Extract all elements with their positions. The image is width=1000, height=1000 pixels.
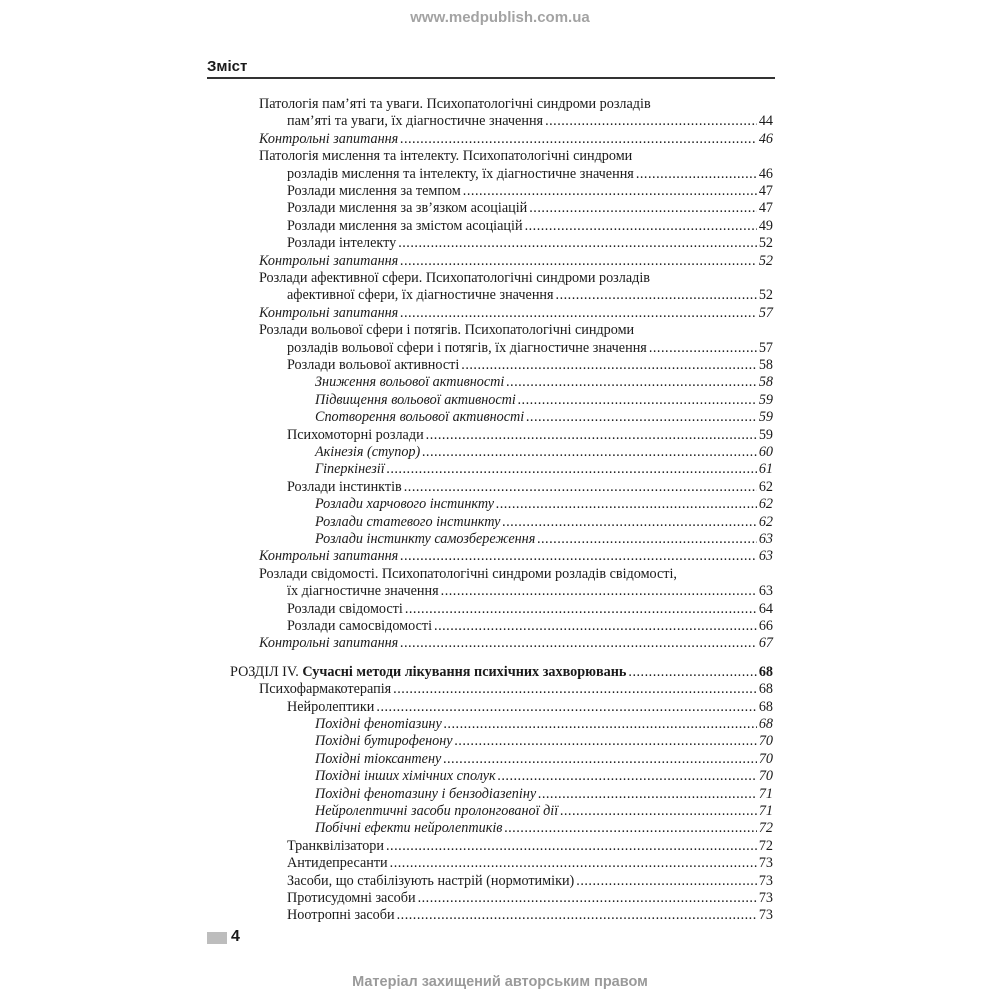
- toc-entry: [315, 444, 773, 461]
- toc-page-number: 47: [758, 200, 773, 217]
- toc-entry-title: Контрольні запитання: [259, 635, 399, 652]
- toc-page-number: 64: [758, 600, 773, 617]
- toc-page-number: 57: [758, 339, 773, 356]
- toc-entry: [287, 907, 773, 924]
- toc-dot-leader: [405, 601, 757, 618]
- toc-entry: [315, 716, 773, 733]
- toc-entry: [230, 664, 773, 681]
- toc-entry: [287, 200, 773, 217]
- toc-entry-title: Зниження вольової активності: [315, 374, 505, 391]
- toc-section-label: РОЗДІЛ IV.: [230, 663, 299, 680]
- toc-page-number: 71: [758, 803, 773, 819]
- toc-entry-title: Транквілізатори: [287, 837, 384, 854]
- toc-dot-leader: [397, 907, 757, 924]
- toc-page-number: 62: [758, 478, 773, 495]
- toc-entry: [259, 322, 773, 339]
- toc-dot-leader: [400, 635, 757, 652]
- toc-entry: [287, 357, 773, 374]
- toc-dot-leader: [506, 374, 756, 391]
- toc-dot-leader: [463, 183, 757, 200]
- toc-entry-title: Розлади інтелекту: [287, 235, 397, 252]
- toc-entry-title: їх діагностичне значення: [287, 583, 439, 600]
- copyright-notice: Матеріал захищений авторським правом: [352, 974, 648, 990]
- toc-dot-leader: [556, 287, 757, 304]
- toc-entry-title: Похідні фенотазину і бензодіазепіну: [315, 785, 537, 802]
- toc-dot-leader: [502, 514, 756, 531]
- toc-entry-title: Спотворення вольової активності: [315, 409, 525, 426]
- toc-entry-title: Акінезія (ступор): [315, 444, 421, 460]
- toc-page-number: 73: [758, 890, 773, 906]
- toc-dot-leader: [386, 838, 757, 855]
- toc-entry: [287, 166, 773, 183]
- toc-entry-title: Розлади афективної сфери. Психопатологічні синдроми розладів: [259, 270, 651, 286]
- toc-dot-leader: [498, 768, 757, 785]
- toc-dot-leader: [504, 820, 756, 837]
- toc-dot-leader: [529, 200, 757, 217]
- toc-entry: [287, 287, 773, 304]
- toc-entry: [315, 733, 773, 750]
- toc-page-number: 62: [758, 496, 773, 513]
- toc-entry-title: Контрольні запитання: [259, 304, 399, 321]
- toc-entry: [287, 183, 773, 200]
- toc-entry-title: Патологія пам’яті та уваги. Психопатологічні синдроми розладів: [259, 96, 651, 112]
- toc-dot-leader: [636, 166, 757, 183]
- toc-entry-title: Психомоторні розлади: [287, 426, 424, 443]
- toc-entry-title: Засоби, що стабілізують настрій (нормотиміки): [287, 872, 575, 889]
- toc-entry-title: Антидепресанти: [287, 855, 388, 872]
- toc-entry-title: Розлади інстинктів: [287, 478, 402, 495]
- toc-entry: [287, 218, 773, 235]
- toc-dot-leader: [537, 531, 756, 548]
- toc-entry-title: Контрольні запитання: [259, 252, 399, 269]
- page-number: 4: [231, 928, 240, 945]
- toc-page-number: 70: [758, 768, 773, 785]
- toc-entry-title: Розлади інстинкту самозбереження: [315, 531, 536, 547]
- toc-entry: [315, 514, 773, 531]
- toc-entry-title: пам’яті та уваги, їх діагностичне значення: [287, 113, 544, 130]
- toc-page-number: 49: [758, 217, 773, 234]
- toc-entry: [315, 786, 773, 803]
- toc-page-number: 73: [758, 855, 773, 872]
- toc-entry-title: розладів мислення та інтелекту, їх діагностичне значення: [287, 165, 634, 182]
- toc-entry: [259, 566, 773, 583]
- toc-dot-leader: [576, 873, 757, 890]
- toc-dot-leader: [461, 357, 757, 374]
- toc-dot-leader: [560, 803, 757, 820]
- toc-entry: [315, 374, 773, 391]
- toc-entry-title: Розлади мислення за темпом: [287, 183, 461, 199]
- toc-entry: [315, 409, 773, 426]
- toc-dot-leader: [418, 890, 757, 907]
- toc-dot-leader: [434, 618, 757, 635]
- toc-entry-title: Похідні інших хімічних сполук: [315, 768, 496, 785]
- toc-entry-title: Психофармакотерапія: [259, 681, 392, 698]
- toc-dot-leader: [628, 664, 756, 681]
- toc-dot-leader: [443, 751, 756, 768]
- toc-entry: [259, 253, 773, 270]
- toc-entry: [287, 340, 773, 357]
- toc-page-number: 61: [758, 461, 773, 478]
- toc-page-number: 68: [758, 681, 773, 698]
- toc-entry: [315, 461, 773, 478]
- toc-page-number: 47: [758, 183, 773, 199]
- toc-page-number: 72: [758, 837, 773, 854]
- toc-page-number: 63: [758, 548, 773, 565]
- toc-entry: [287, 479, 773, 496]
- toc-page-number: 58: [758, 374, 773, 391]
- toc-dot-leader: [400, 305, 757, 322]
- toc-entry-title: Побічні ефекти нейролептиків: [315, 820, 503, 837]
- toc-entry-title: Розлади свідомості: [287, 600, 403, 617]
- header-rule: [207, 77, 775, 79]
- toc-entry: [287, 113, 773, 130]
- toc-dot-leader: [422, 444, 757, 461]
- toc-entry: [287, 235, 773, 252]
- toc-entry: [287, 699, 773, 716]
- toc-page-number: 73: [758, 872, 773, 889]
- toc-dot-leader: [400, 131, 757, 148]
- toc-dot-leader: [649, 340, 757, 357]
- toc-entry: [259, 270, 773, 287]
- toc-dot-leader: [455, 733, 757, 750]
- toc-entry: [259, 635, 773, 652]
- toc-entry: [315, 768, 773, 785]
- toc-dot-leader: [538, 786, 757, 803]
- toc-entry-title: афективної сфери, їх діагностичне значення: [287, 287, 554, 304]
- toc-entry: [287, 838, 773, 855]
- toc-entry-title: Розлади мислення за зв’язком асоціацій: [287, 200, 528, 217]
- toc-entry-title: Похідні тіоксантену: [315, 750, 442, 767]
- toc-entry: [259, 131, 773, 148]
- toc-dot-leader: [400, 253, 757, 270]
- toc-dot-leader: [525, 218, 757, 235]
- toc-entry: [259, 548, 773, 565]
- toc-entry: [287, 427, 773, 444]
- toc-dot-leader: [390, 855, 757, 872]
- toc-entry: [259, 148, 773, 165]
- toc-dot-leader: [526, 409, 757, 426]
- toc-entry: [315, 803, 773, 820]
- toc-entry-title: Патологія мислення та інтелекту. Психопатологічні синдроми: [259, 148, 633, 165]
- toc-page-number: 68: [758, 716, 773, 732]
- toc-entry-title: Розлади свідомості. Психопатологічні синдроми розладів свідомості,: [259, 565, 677, 582]
- toc-entry: [259, 305, 773, 322]
- toc-entry-title: Похідні фенотіазину: [315, 716, 442, 732]
- toc-entry-title: Нейролептичні засоби пролонгованої дії: [315, 803, 559, 819]
- toc-entry: [259, 96, 773, 113]
- toc-entry-title: Гіперкінезії: [315, 461, 385, 478]
- toc-page-number: 60: [758, 444, 773, 460]
- toc-dot-leader: [387, 461, 757, 478]
- toc-entry-title: Розлади харчового інстинкту: [315, 496, 495, 513]
- toc-page-number: 59: [758, 409, 773, 426]
- toc-entry-title: Контрольні запитання: [259, 548, 399, 565]
- toc-entry-title: Розлади самосвідомості: [287, 618, 433, 634]
- toc-page-number: 68: [758, 698, 773, 715]
- toc-dot-leader: [496, 496, 757, 513]
- toc-page-number: 68: [758, 663, 773, 680]
- toc-entry-title: Ноотропні засоби: [287, 907, 395, 924]
- site-url: www.medpublish.com.ua: [410, 9, 590, 26]
- toc-entry: [259, 681, 773, 698]
- toc-page-number: 44: [758, 113, 773, 130]
- toc-entry-title: Нейролептики: [287, 698, 375, 715]
- toc-page-number: 62: [758, 513, 773, 530]
- page-title: Зміст: [207, 58, 248, 75]
- toc-page-number: 46: [758, 165, 773, 182]
- toc-entry-title: Підвищення вольової активності: [315, 391, 516, 408]
- toc-page-number: 70: [758, 733, 773, 750]
- toc-entry: [287, 873, 773, 890]
- toc-page-number: 66: [758, 618, 773, 634]
- toc-entry-title: розладів вольової сфери і потягів, їх діагностичне значення: [287, 339, 647, 356]
- toc-dot-leader: [444, 716, 757, 733]
- toc-entry: [287, 583, 773, 600]
- toc-entry-title: Протисудомні засоби: [287, 890, 416, 906]
- page-number-marker: [207, 932, 227, 944]
- toc-entry-title: Контрольні запитання: [259, 130, 399, 147]
- toc-page-number: 52: [758, 235, 773, 252]
- toc-dot-leader: [545, 113, 757, 130]
- toc-section-title: Сучасні методи лікування психічних захворювань: [302, 663, 627, 680]
- toc-entry-title: Розлади мислення за змістом асоціацій: [287, 217, 523, 234]
- toc-dot-leader: [518, 392, 757, 409]
- toc-page-number: 63: [758, 531, 773, 547]
- toc-dot-leader: [393, 681, 757, 698]
- toc-entry-title: Похідні бутирофенону: [315, 733, 453, 750]
- toc-entry: [315, 820, 773, 837]
- toc-page-number: 59: [758, 391, 773, 408]
- toc-page-number: 52: [758, 252, 773, 269]
- toc-page-number: 70: [758, 750, 773, 767]
- toc-entry-title: Розлади вольової активності: [287, 357, 460, 373]
- toc-entry: [315, 531, 773, 548]
- toc-entry: [287, 618, 773, 635]
- toc-dot-leader: [426, 427, 757, 444]
- toc-page-number: 67: [758, 635, 773, 652]
- toc-page-number: 58: [758, 357, 773, 373]
- toc-dot-leader: [404, 479, 757, 496]
- toc-dot-leader: [441, 583, 757, 600]
- toc-dot-leader: [400, 548, 757, 565]
- toc-page-number: 57: [758, 304, 773, 321]
- toc-entry: [315, 392, 773, 409]
- toc-page-number: 59: [758, 426, 773, 443]
- toc-page-number: 63: [758, 583, 773, 600]
- toc-dot-leader: [376, 699, 756, 716]
- toc-page-number: 71: [758, 785, 773, 802]
- toc-dot-leader: [398, 235, 757, 252]
- toc-page-number: 52: [758, 287, 773, 304]
- toc-entry: [287, 890, 773, 907]
- toc-entry-title: Розлади статевого інстинкту: [315, 513, 501, 530]
- toc-entry-title: Розлади вольової сфери і потягів. Психопатологічні синдроми: [259, 322, 635, 339]
- toc-entry: [287, 855, 773, 872]
- toc-page-number: 46: [758, 130, 773, 147]
- toc-page-number: 73: [758, 907, 773, 924]
- toc-entry-title: [230, 664, 626, 681]
- toc-entry: [287, 601, 773, 618]
- toc-page-number: 72: [758, 820, 773, 837]
- toc-entry: [315, 751, 773, 768]
- toc-entry: [315, 496, 773, 513]
